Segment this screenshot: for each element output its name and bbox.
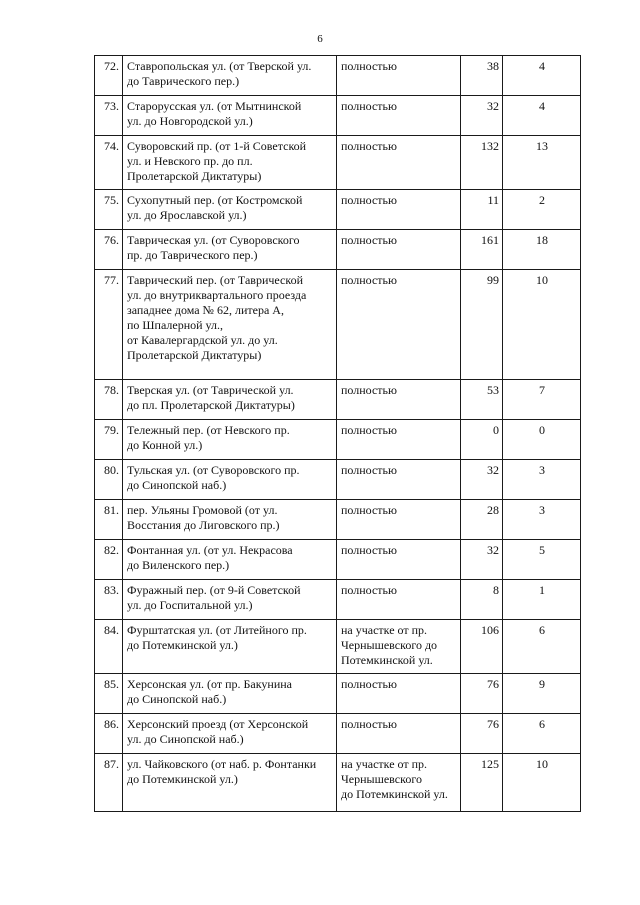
- value-a-cell: 99: [461, 270, 503, 380]
- row-number-cell: 87.: [95, 754, 123, 812]
- value-a-cell: 125: [461, 754, 503, 812]
- row-number-cell: 82.: [95, 540, 123, 580]
- row-number-cell: 84.: [95, 620, 123, 674]
- extent-cell: полностью: [337, 500, 461, 540]
- value-b-cell: 7: [503, 380, 581, 420]
- row-number-cell: 76.: [95, 230, 123, 270]
- row-number-cell: 73.: [95, 96, 123, 136]
- extent-cell: полностью: [337, 674, 461, 714]
- table-row: [95, 714, 581, 754]
- value-b-cell: 4: [503, 56, 581, 96]
- value-a-cell: 32: [461, 540, 503, 580]
- street-name-cell: Тульская ул. (от Суворовского пр. до Синопской наб.): [123, 460, 337, 500]
- extent-cell: на участке от пр. Чернышевского до Потемкинской ул.: [337, 620, 461, 674]
- streets-table: [94, 55, 581, 812]
- row-number-cell: 85.: [95, 674, 123, 714]
- value-b-cell: 0: [503, 420, 581, 460]
- street-name-cell: Херсонский проезд (от Херсонской ул. до Синопской наб.): [123, 714, 337, 754]
- extent-cell: полностью: [337, 540, 461, 580]
- row-number-cell: 77.: [95, 270, 123, 380]
- row-number-cell: 79.: [95, 420, 123, 460]
- street-name-cell: Тележный пер. (от Невского пр. до Конной ул.): [123, 420, 337, 460]
- table-row: [95, 580, 581, 620]
- value-b-cell: 13: [503, 136, 581, 190]
- value-b-cell: 9: [503, 674, 581, 714]
- table-row: [95, 460, 581, 500]
- street-name-cell: Фонтанная ул. (от ул. Некрасова до Виленского пер.): [123, 540, 337, 580]
- row-number-cell: 80.: [95, 460, 123, 500]
- street-name-cell: Ставропольская ул. (от Тверской ул. до Таврического пер.): [123, 56, 337, 96]
- value-a-cell: 8: [461, 580, 503, 620]
- table-row: [95, 674, 581, 714]
- street-name-cell: Старорусская ул. (от Мытнинской ул. до Новгородской ул.): [123, 96, 337, 136]
- value-a-cell: 132: [461, 136, 503, 190]
- street-name-cell: Фуражный пер. (от 9-й Советской ул. до Госпитальной ул.): [123, 580, 337, 620]
- table-row: [95, 380, 581, 420]
- row-number-cell: 83.: [95, 580, 123, 620]
- value-b-cell: 2: [503, 190, 581, 230]
- street-name-cell: Тверская ул. (от Таврической ул. до пл. Пролетарской Диктатуры): [123, 380, 337, 420]
- table-row: [95, 500, 581, 540]
- value-a-cell: 76: [461, 714, 503, 754]
- table-row: [95, 270, 581, 380]
- row-number-cell: 74.: [95, 136, 123, 190]
- value-a-cell: 32: [461, 96, 503, 136]
- value-b-cell: 3: [503, 500, 581, 540]
- extent-cell: полностью: [337, 136, 461, 190]
- value-b-cell: 6: [503, 620, 581, 674]
- value-b-cell: 3: [503, 460, 581, 500]
- row-number-cell: 86.: [95, 714, 123, 754]
- extent-cell: на участке от пр. Чернышевского до Потемкинской ул.: [337, 754, 461, 812]
- streets-table-body: [95, 56, 581, 812]
- table-row: [95, 540, 581, 580]
- value-b-cell: 4: [503, 96, 581, 136]
- table-row: [95, 230, 581, 270]
- extent-cell: полностью: [337, 270, 461, 380]
- extent-cell: полностью: [337, 580, 461, 620]
- value-a-cell: 32: [461, 460, 503, 500]
- value-b-cell: 1: [503, 580, 581, 620]
- extent-cell: полностью: [337, 56, 461, 96]
- value-a-cell: 76: [461, 674, 503, 714]
- street-name-cell: Таврический пер. (от Таврической ул. до внутриквартального проезда западнее дома № 62, литера А, по Шпалерной ул., от Кавалергардской ул. до ул. Пролетарской Диктатуры): [123, 270, 337, 380]
- extent-cell: полностью: [337, 460, 461, 500]
- table-row: [95, 96, 581, 136]
- table-row: [95, 136, 581, 190]
- extent-cell: полностью: [337, 230, 461, 270]
- street-name-cell: Таврическая ул. (от Суворовского пр. до Таврического пер.): [123, 230, 337, 270]
- value-a-cell: 11: [461, 190, 503, 230]
- value-b-cell: 10: [503, 270, 581, 380]
- value-b-cell: 18: [503, 230, 581, 270]
- value-b-cell: 6: [503, 714, 581, 754]
- row-number-cell: 78.: [95, 380, 123, 420]
- extent-cell: полностью: [337, 714, 461, 754]
- street-name-cell: Херсонская ул. (от пр. Бакунина до Синопской наб.): [123, 674, 337, 714]
- street-name-cell: Фурштатская ул. (от Литейного пр. до Потемкинской ул.): [123, 620, 337, 674]
- value-a-cell: 106: [461, 620, 503, 674]
- extent-cell: полностью: [337, 190, 461, 230]
- street-name-cell: Сухопутный пер. (от Костромской ул. до Ярославской ул.): [123, 190, 337, 230]
- street-name-cell: Суворовский пр. (от 1-й Советской ул. и Невского пр. до пл. Пролетарской Диктатуры): [123, 136, 337, 190]
- value-b-cell: 5: [503, 540, 581, 580]
- row-number-cell: 75.: [95, 190, 123, 230]
- street-name-cell: ул. Чайковского (от наб. р. Фонтанки до Потемкинской ул.): [123, 754, 337, 812]
- value-a-cell: 28: [461, 500, 503, 540]
- table-row: [95, 620, 581, 674]
- table-row: [95, 754, 581, 812]
- extent-cell: полностью: [337, 96, 461, 136]
- value-b-cell: 10: [503, 754, 581, 812]
- table-row: [95, 56, 581, 96]
- value-a-cell: 38: [461, 56, 503, 96]
- row-number-cell: 81.: [95, 500, 123, 540]
- table-row: [95, 190, 581, 230]
- value-a-cell: 53: [461, 380, 503, 420]
- table-row: [95, 420, 581, 460]
- street-name-cell: пер. Ульяны Громовой (от ул. Восстания до Лиговского пр.): [123, 500, 337, 540]
- page-number: 6: [317, 33, 323, 45]
- extent-cell: полностью: [337, 420, 461, 460]
- row-number-cell: 72.: [95, 56, 123, 96]
- extent-cell: полностью: [337, 380, 461, 420]
- value-a-cell: 161: [461, 230, 503, 270]
- value-a-cell: 0: [461, 420, 503, 460]
